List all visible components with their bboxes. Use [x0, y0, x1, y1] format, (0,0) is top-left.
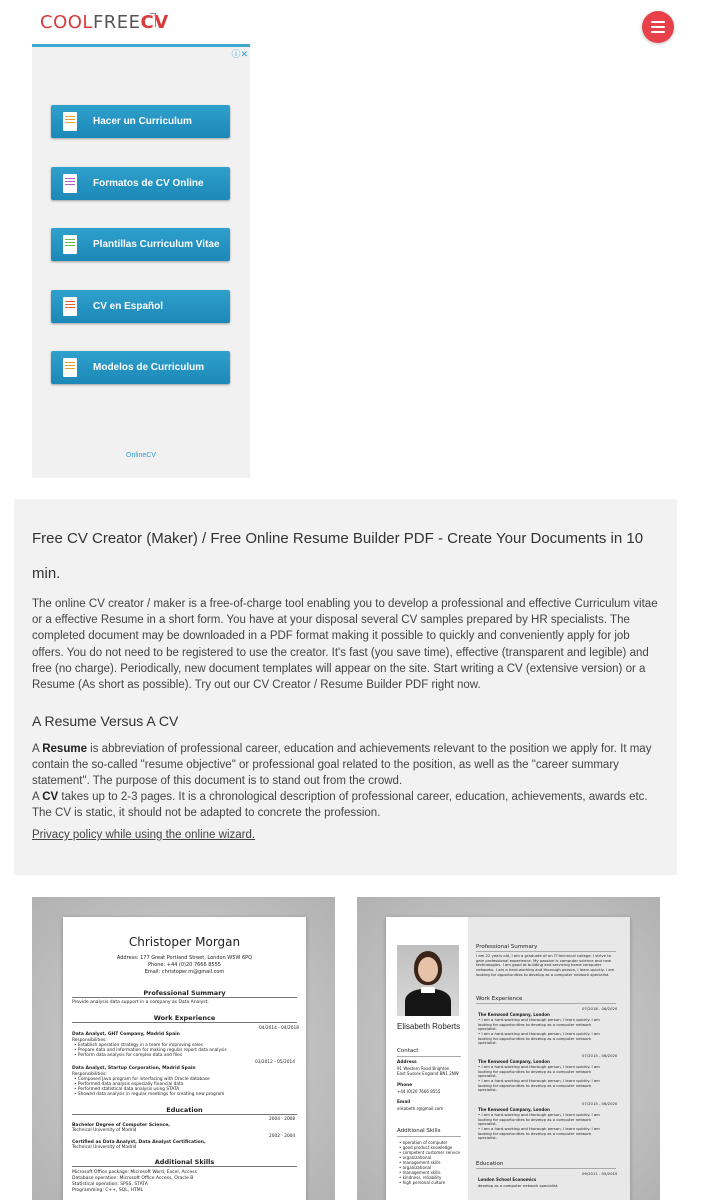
cv-sheet: Christoper Morgan Address: 177 Great Portland Street, London W5W 6PQ Phone: +44 (0)20 7666 8555 Email: christoper.m@gmail.com Professional Summary Provide analysis data support in a company as Data Analyst. Work Experience 04/2014 - 04/2018 Data Analyst, GHT Company, Madrid Spain Responsibilities: • Establish operation strategy in a team for improving sales • Prepare data and information for making regular report data analysis • Perform data analysis for complex data and files 03/2012 - 05/2014 Data Analyst, Startup Corporation, Madrid Spain Responsibilities: • Composed Java program for interfacing with Oracle database • Performed data analysis especially financial data • Performed statistical data analysis using STATA • Showed data analysis in regular meetings for creating new program Education 2004 - 2008 Bachelor Degree of Computer Science, Technical University of Madrid 2002 - 2004 Certified as Data Analyst, Data Analyst Certification, Technical University of Madrid Additional Skills Microsoft Office package: Microsoft Word, Excel, Access Database operation: Microsoft Office Access, Oracle B Statistical operation: SPSS, STATA Programming: C++, SQL, HTML	[63, 917, 306, 1200]
ad-button-hacer-curriculum[interactable]: Hacer un Curriculum	[51, 105, 230, 138]
cv-template-preview-2[interactable]	[357, 897, 660, 1200]
hamburger-icon	[651, 21, 665, 23]
info-panel	[14, 499, 677, 875]
cv-template-preview-1[interactable]	[32, 897, 335, 1200]
privacy-policy-link[interactable]: Privacy policy while using the online wizard.	[32, 829, 256, 841]
ad-button-cv-espanol[interactable]: CV en Español	[51, 290, 230, 323]
cv-name: Christoper Morgan	[128, 935, 241, 949]
ad-choices-icon[interactable]: ⓘ✕	[231, 49, 248, 59]
ad-footer-label[interactable]: OnlineCV	[126, 452, 156, 459]
profile-photo	[397, 945, 459, 1016]
ad-banner[interactable]	[32, 44, 250, 478]
document-icon	[63, 297, 77, 316]
document-icon	[63, 112, 77, 131]
ad-button-modelos[interactable]: Modelos de Curriculum	[51, 351, 230, 384]
cv-paragraph: A CV takes up to 2-3 pages. It is a chronological description of professional career, education, achievements, awards etc. The CV is static, it should not be adapted to concrete the profession.	[32, 791, 648, 820]
section-subtitle: A Resume Versus A CV	[32, 713, 179, 729]
document-icon	[63, 358, 77, 377]
menu-button[interactable]	[642, 11, 674, 43]
document-icon	[63, 235, 77, 254]
resume-paragraph: A Resume is abbreviation of professional career, education and achievements relevant to the position we apply for. It may contain the so-called "resume objective" or professional goal related to the position, as well as the "career summary statement". The purpose of this document is to stand out from the crowd.	[32, 743, 652, 788]
logo-corner-mark	[150, 13, 156, 27]
document-icon	[63, 174, 77, 193]
page-title: Free CV Creator (Maker) / Free Online Resume Builder PDF - Create Your Documents in 10 min.	[32, 530, 644, 582]
site-logo[interactable]: COOLFREECV	[40, 12, 169, 33]
ad-button-plantillas[interactable]: Plantillas Curriculum Vitae	[51, 228, 230, 261]
cv-sheet: Elisabeth Roberts Contact Address 91 Western Road Brighton East Sussex England BN1 2NW Phone +44 (0)20 7666 8555 Email elisabeth.r@gmail.com Additional Skills • operation of computer • good product knowledge • competent customer service • organizational • management skills • organizational • management skills • kindness, reliability • high personal culture Professional Summary I am 22 years old, I am a graduate of an IT technical college. I strive to gain professional experience. My passion is computer science and new technologies. I am good at building and servicing home computer networks. I am a hard-working and thorough person, I learn quickly. I am looking for opportunities to develop as a computer network specialist. Work Experience 07/2018 - 06/2020 The Kenwood Company, London • I am a hard-working and thorough person, I learn quickly. I am looking for opportunities to develop as a computer network specialist. • I am a hard-working and thorough person, I learn quickly. I am looking for opportunities to develop as a computer network specialist. 07/2015 - 06/2020 The Kenwood Company, London • I am a hard-working and thorough person, I learn quickly. I am looking for opportunities to develop as a computer network specialist. • I am a hard-working and thorough person, I learn quickly. I am looking for opportunities to develop as a computer network specialist. 07/2015 - 06/2020 The Kenwood Company, London • I am a hard-working and thorough person, I learn quickly. I am looking for opportunities to develop as a computer network specialist. • I am a hard-working and thorough person, I learn quickly. I am looking for opportunities to develop as a computer network specialist. Education 09/2011 - 05/2015 London School Economics develop as a computer network specialist.	[386, 917, 630, 1200]
intro-paragraph: The online CV creator / maker is a free-of-charge tool enabling you to develop a professional and effective Curriculum vitae or a effective Resume in a short form. You have at your disposal several CV samples prepared by HR specialists. The completed document may be downloaded in a PDF format making it possible to quickly and conveniently apply for job offers. You do not need to be registered to use the creator. It's fast (you save time), effective (transparent and legible) and free (no charge). Periodically, new document templates will appear on the site. Start writing a CV (extensive version) or a Resume (As short as possible). Try out our CV Creator / Resume Builder PDF right now.	[32, 598, 658, 692]
ad-button-formatos-cv[interactable]: Formatos de CV Online	[51, 167, 230, 200]
site-header	[0, 0, 709, 50]
cv-name: Elisabeth Roberts	[397, 1022, 461, 1031]
